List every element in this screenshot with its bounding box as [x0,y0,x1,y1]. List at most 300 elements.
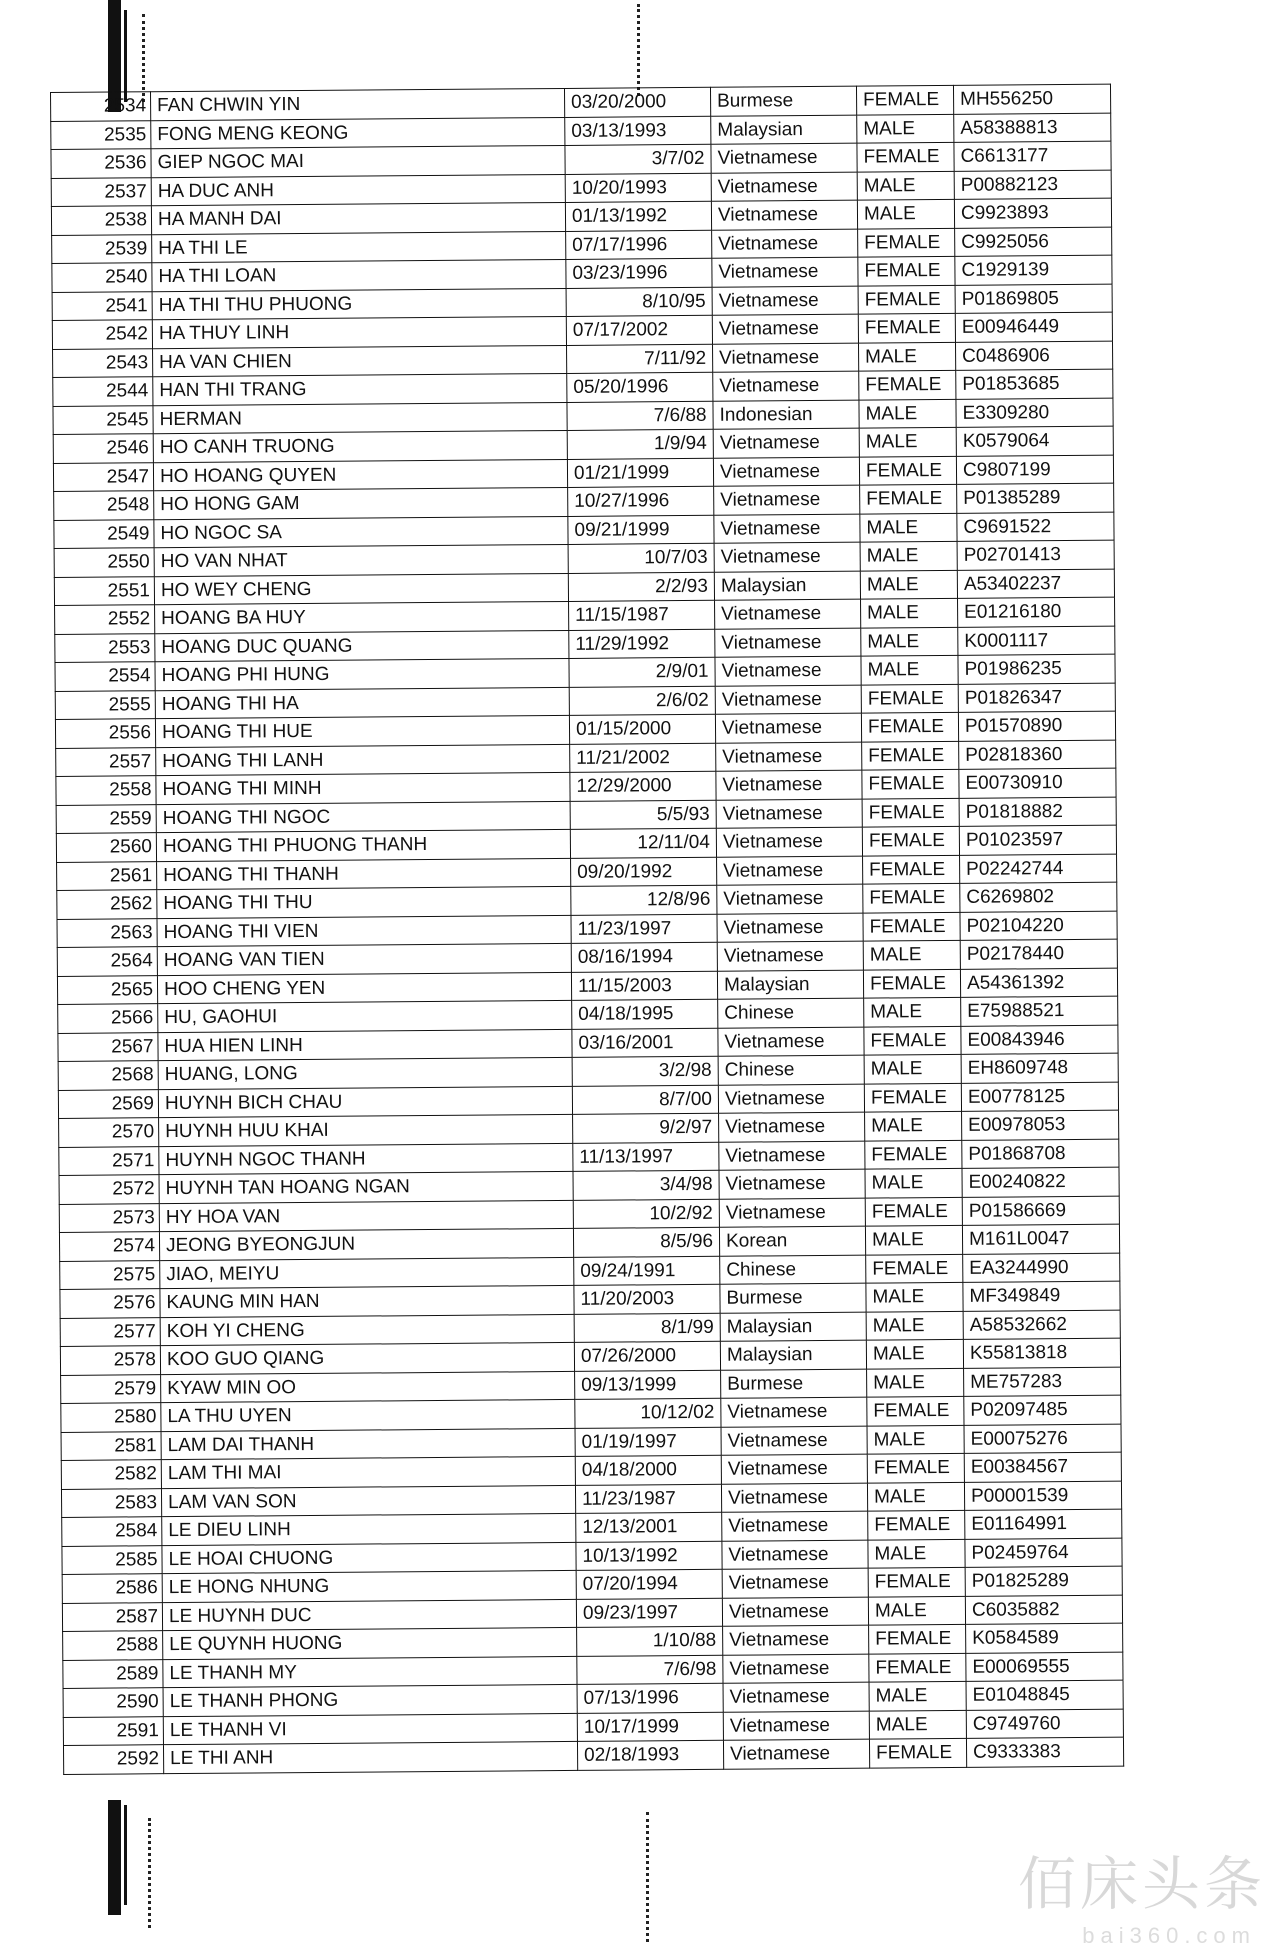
row-number: 2553 [55,633,155,662]
person-name: HUYNH HUU KHAI [159,1114,573,1146]
document-number: C1929139 [955,255,1112,285]
sex: FEMALE [862,741,959,770]
sex: MALE [868,1596,965,1625]
row-number: 2564 [57,947,157,976]
date-of-birth: 01/15/2000 [569,714,715,744]
date-of-birth: 10/17/1999 [577,1712,723,1742]
document-number: P01825289 [965,1566,1122,1596]
document-number: A54361392 [960,968,1117,998]
person-name: HA THI LOAN [152,259,566,291]
sex: MALE [869,1710,966,1739]
sex: MALE [867,1482,964,1511]
sex: MALE [861,655,958,684]
row-number: 2588 [63,1631,163,1660]
row-number: 2586 [62,1574,162,1603]
date-of-birth: 01/13/1992 [565,201,711,231]
row-number: 2572 [59,1175,159,1204]
date-of-birth: 7/6/98 [577,1655,723,1685]
person-name: HERMAN [153,402,567,434]
date-of-birth: 11/23/1997 [571,914,717,944]
person-name: KYAW MIN OO [161,1371,575,1403]
nationality: Vietnamese [714,514,860,544]
document-number: E00978053 [962,1110,1119,1140]
nationality: Vietnamese [712,257,858,287]
person-name: HO WEY CHENG [154,573,568,605]
sex: FEMALE [865,1140,962,1169]
row-number: 2565 [57,975,157,1004]
nationality: Malaysian [717,970,863,1000]
row-number: 2538 [51,206,151,235]
sex: FEMALE [869,1653,966,1682]
sex: FEMALE [857,142,954,171]
row-number: 2544 [53,377,153,406]
document-number: P02242744 [960,854,1117,884]
date-of-birth: 8/7/00 [572,1085,718,1115]
person-name: HUYNH TAN HOANG NGAN [159,1171,573,1203]
date-of-birth: 02/18/1993 [577,1740,723,1770]
binding-mark-bottom-thin [124,1805,127,1905]
person-name: GIEP NGOC MAI [151,145,565,177]
nationality: Vietnamese [716,770,862,800]
nationality: Vietnamese [722,1568,868,1598]
person-name: HO HOANG QUYEN [153,459,567,491]
sex: MALE [859,427,956,456]
nationality: Vietnamese [719,1169,865,1199]
sex: MALE [869,1681,966,1710]
sex: FEMALE [869,1738,966,1767]
date-of-birth: 07/17/2002 [566,315,712,345]
nationality: Vietnamese [712,343,858,373]
row-number: 2537 [51,177,151,206]
row-number: 2548 [54,491,154,520]
document-number: P01868708 [962,1139,1119,1169]
document-number: P02104220 [960,911,1117,941]
person-name: HA DUC ANH [151,174,565,206]
sex: FEMALE [864,1083,961,1112]
sex: MALE [865,1111,962,1140]
person-name: KOH YI CHENG [160,1314,574,1346]
row-number: 2590 [63,1688,163,1717]
date-of-birth: 12/8/96 [571,885,717,915]
date-of-birth: 08/16/1994 [571,942,717,972]
document-number: E00778125 [961,1082,1118,1112]
person-name: LE HOAI CHUONG [162,1542,576,1574]
date-of-birth: 07/26/2000 [574,1341,720,1371]
nationality: Vietnamese [718,1084,864,1114]
row-number: 2575 [60,1260,160,1289]
person-name: HO NGOC SA [154,516,568,548]
document-number: K0001117 [958,626,1115,656]
person-name: HOANG THI HA [155,687,569,719]
watermark-logo: 佰床头条 [1017,1852,1266,1917]
row-number: 2580 [61,1403,161,1432]
nationality: Malaysian [720,1312,866,1342]
person-name: LE THANH MY [163,1656,577,1688]
person-name: HU, GAOHUI [158,1000,572,1032]
date-of-birth: 2/2/93 [568,572,714,602]
row-number: 2585 [62,1545,162,1574]
document-number: P01869805 [955,284,1112,314]
person-name: HO VAN NHAT [154,544,568,576]
date-of-birth: 3/7/02 [565,144,711,174]
sex: FEMALE [860,484,957,513]
sex: FEMALE [858,313,955,342]
row-number: 2545 [53,405,153,434]
document-number: P01826347 [958,683,1115,713]
person-name: HUANG, LONG [158,1057,572,1089]
row-number: 2559 [56,804,156,833]
row-number: 2560 [56,833,156,862]
nationality: Vietnamese [719,1112,865,1142]
row-number: 2554 [55,662,155,691]
date-of-birth: 07/13/1996 [577,1683,723,1713]
binding-mark-top-thin [124,10,127,102]
person-name: LE HUYNH DUC [162,1599,576,1631]
document-number: P02097485 [964,1395,1121,1425]
nationality: Vietnamese [713,428,859,458]
date-of-birth: 03/23/1996 [566,258,712,288]
nationality: Malaysian [720,1340,866,1370]
date-of-birth: 11/29/1992 [569,629,715,659]
person-name: HA THUY LINH [152,316,566,348]
row-number: 2542 [52,320,152,349]
nationality: Vietnamese [716,799,862,829]
document-number: A53402237 [957,569,1114,599]
person-name: LAM VAN SON [161,1485,575,1517]
sex: FEMALE [868,1567,965,1596]
person-name: HOANG THI THU [157,886,571,918]
sex: FEMALE [869,1624,966,1653]
date-of-birth: 9/2/97 [573,1113,719,1143]
records-table [50,84,1124,1775]
person-name: KAUNG MIN HAN [160,1285,574,1317]
document-number: A58532662 [963,1310,1120,1340]
nationality: Vietnamese [715,599,861,629]
document-number: P01853685 [956,369,1113,399]
date-of-birth: 2/9/01 [569,657,715,687]
date-of-birth: 12/29/2000 [570,771,716,801]
date-of-birth: 10/2/92 [573,1199,719,1229]
sex: FEMALE [863,883,960,912]
date-of-birth: 11/13/1997 [573,1142,719,1172]
nationality: Vietnamese [723,1682,869,1712]
row-number: 2577 [60,1317,160,1346]
nationality: Vietnamese [713,457,859,487]
date-of-birth: 09/24/1991 [574,1256,720,1286]
sex: MALE [866,1339,963,1368]
row-number: 2549 [54,519,154,548]
document-number: E00946449 [955,312,1112,342]
nationality: Vietnamese [719,1141,865,1171]
document-number: ME757283 [964,1367,1121,1397]
nationality: Vietnamese [716,827,862,857]
nationality: Chinese [718,1055,864,1085]
row-number: 2563 [57,918,157,947]
document-number: P02701413 [957,540,1114,570]
row-number: 2557 [56,747,156,776]
nationality: Vietnamese [716,742,862,772]
date-of-birth: 1/9/94 [567,429,713,459]
document-number: E00730910 [959,768,1116,798]
row-number: 2561 [57,861,157,890]
person-name: KOO GUO QIANG [160,1342,574,1374]
row-number: 2555 [55,690,155,719]
nationality: Vietnamese [721,1426,867,1456]
date-of-birth: 04/18/2000 [575,1455,721,1485]
date-of-birth: 05/20/1996 [567,372,713,402]
document-number: P01385289 [957,483,1114,513]
sex: MALE [860,513,957,542]
nationality: Vietnamese [712,286,858,316]
nationality: Burmese [720,1283,866,1313]
nationality: Chinese [718,998,864,1028]
document-number: P01586669 [962,1196,1119,1226]
sex: FEMALE [866,1254,963,1283]
row-number: 2571 [59,1146,159,1175]
sex: MALE [857,114,954,143]
sex: FEMALE [863,855,960,884]
nationality: Vietnamese [712,314,858,344]
document-number: E00240822 [962,1167,1119,1197]
person-name: HA VAN CHIEN [153,345,567,377]
sex: MALE [860,570,957,599]
document-number: E75988521 [961,996,1118,1026]
person-name: JIAO, MEIYU [160,1257,574,1289]
date-of-birth: 10/7/03 [568,543,714,573]
watermark-url: bai360.com [1082,1923,1256,1948]
row-number: 2569 [58,1089,158,1118]
date-of-birth: 09/20/1992 [571,857,717,887]
sex: FEMALE [856,85,953,114]
sex: FEMALE [858,256,955,285]
scan-noise-top-center [637,4,644,96]
sex: FEMALE [862,798,959,827]
sex: MALE [867,1368,964,1397]
row-number: 2582 [61,1460,161,1489]
date-of-birth: 11/15/2003 [571,971,717,1001]
nationality: Vietnamese [711,143,857,173]
person-name: HA THI LE [152,231,566,263]
nationality: Indonesian [713,400,859,430]
nationality: Vietnamese [717,941,863,971]
nationality: Malaysian [711,115,857,145]
document-number: K55813818 [963,1338,1120,1368]
person-name: HOANG PHI HUNG [155,658,569,690]
row-number: 2552 [55,605,155,634]
nationality: Vietnamese [713,371,859,401]
row-number: 2583 [61,1488,161,1517]
person-name: HO CANH TRUONG [153,430,567,462]
date-of-birth: 11/15/1987 [569,600,715,630]
person-name: HO HONG GAM [154,487,568,519]
document-number: MF349849 [963,1281,1120,1311]
row-number: 2540 [52,263,152,292]
sex: FEMALE [865,1197,962,1226]
row-number: 2556 [55,719,155,748]
nationality: Vietnamese [721,1483,867,1513]
row-number: 2574 [59,1232,159,1261]
date-of-birth: 07/17/1996 [566,230,712,260]
person-name: LE HONG NHUNG [162,1570,576,1602]
nationality: Vietnamese [717,856,863,886]
sex: FEMALE [859,456,956,485]
document-number: C9925056 [955,227,1112,257]
document-number: EA3244990 [963,1253,1120,1283]
row-number: 2591 [63,1716,163,1745]
nationality: Vietnamese [715,656,861,686]
person-name: HOANG VAN TIEN [157,943,571,975]
sex: FEMALE [858,228,955,257]
sex: MALE [861,627,958,656]
nationality: Vietnamese [712,229,858,259]
document-number: P01986235 [958,654,1115,684]
date-of-birth: 10/20/1993 [565,173,711,203]
sex: FEMALE [863,969,960,998]
nationality: Vietnamese [718,1027,864,1057]
person-name: LE THANH PHONG [163,1684,577,1716]
person-name: FAN CHWIN YIN [151,88,565,120]
person-name: LE THANH VI [163,1713,577,1745]
sex: MALE [867,1425,964,1454]
nationality: Chinese [720,1255,866,1285]
date-of-birth: 12/11/04 [570,828,716,858]
row-number: 2547 [53,462,153,491]
document-number: E00069555 [966,1652,1123,1682]
row-number: 2578 [60,1346,160,1375]
sex: MALE [866,1282,963,1311]
sex: FEMALE [864,1026,961,1055]
document-number: MH556250 [953,84,1110,114]
nationality: Vietnamese [711,200,857,230]
row-number: 2541 [52,291,152,320]
row-number: 2534 [51,92,151,121]
nationality: Vietnamese [723,1654,869,1684]
row-number: 2558 [56,776,156,805]
nationality: Vietnamese [722,1597,868,1627]
date-of-birth: 1/10/88 [577,1626,723,1656]
person-name: HOANG THI THANH [157,858,571,890]
sex: MALE [865,1225,962,1254]
person-name: HA THI THU PHUONG [152,288,566,320]
nationality: Vietnamese [711,172,857,202]
row-number: 2535 [51,120,151,149]
sex: FEMALE [868,1510,965,1539]
person-name: HOANG THI HUE [155,715,569,747]
date-of-birth: 11/23/1987 [575,1484,721,1514]
nationality: Vietnamese [722,1540,868,1570]
date-of-birth: 01/19/1997 [575,1427,721,1457]
person-name: HOO CHENG YEN [157,972,571,1004]
nationality: Vietnamese [721,1454,867,1484]
row-number: 2566 [58,1004,158,1033]
sex: MALE [864,1054,961,1083]
row-number: 2539 [52,234,152,263]
person-name: HOANG THI LANH [156,744,570,776]
nationality: Burmese [710,86,856,116]
date-of-birth: 09/23/1997 [576,1598,722,1628]
person-name: JEONG BYEONGJUN [159,1228,573,1260]
document-number: P01818882 [959,797,1116,827]
nationality: Vietnamese [714,485,860,515]
date-of-birth: 01/21/1999 [567,458,713,488]
sex: MALE [863,940,960,969]
scan-noise-top-left [142,14,149,102]
nationality: Vietnamese [723,1739,869,1769]
date-of-birth: 3/2/98 [572,1056,718,1086]
sex: MALE [866,1311,963,1340]
person-name: HA MANH DAI [151,202,565,234]
nationality: Vietnamese [715,713,861,743]
person-name: LAM DAI THANH [161,1428,575,1460]
row-number: 2589 [63,1659,163,1688]
document-number: P01023597 [959,825,1116,855]
nationality: Vietnamese [715,685,861,715]
nationality: Vietnamese [714,542,860,572]
document-number: E00384567 [964,1452,1121,1482]
sex: MALE [865,1168,962,1197]
record-sheet [50,84,1123,1775]
document-number: E00843946 [961,1025,1118,1055]
document-number: C9923893 [954,198,1111,228]
date-of-birth: 8/5/96 [573,1227,719,1257]
sex: FEMALE [867,1453,964,1482]
person-name: HOANG THI PHUONG THANH [156,829,570,861]
date-of-birth: 07/20/1994 [576,1569,722,1599]
date-of-birth: 8/10/95 [566,287,712,317]
row-number: 2587 [62,1602,162,1631]
nationality: Vietnamese [717,884,863,914]
document-number: P00001539 [964,1481,1121,1511]
document-number: C6269802 [960,882,1117,912]
date-of-birth: 10/13/1992 [576,1541,722,1571]
person-name: LE QUYNH HUONG [163,1627,577,1659]
row-number: 2573 [59,1203,159,1232]
date-of-birth: 09/21/1999 [568,515,714,545]
row-number: 2592 [63,1745,163,1774]
person-name: HOANG THI MINH [156,772,570,804]
sex: FEMALE [863,912,960,941]
person-name: HOANG BA HUY [155,601,569,633]
document-number: C9749760 [966,1709,1123,1739]
row-number: 2567 [58,1032,158,1061]
date-of-birth: 12/13/2001 [576,1512,722,1542]
document-number: P01570890 [958,711,1115,741]
sex: MALE [859,399,956,428]
person-name: HY HOA VAN [159,1200,573,1232]
sex: MALE [861,598,958,627]
document-number: C6613177 [954,141,1111,171]
document-number: EH8609748 [961,1053,1118,1083]
person-name: HOANG THI VIEN [157,915,571,947]
row-number: 2536 [51,149,151,178]
date-of-birth: 7/11/92 [567,344,713,374]
sex: MALE [864,997,961,1026]
binding-mark-bottom [108,1800,121,1915]
document-number: E01048845 [966,1680,1123,1710]
document-number: C6035882 [965,1595,1122,1625]
document-number: P00882123 [954,170,1111,200]
date-of-birth: 2/6/02 [569,686,715,716]
nationality: Vietnamese [717,913,863,943]
date-of-birth: 03/13/1993 [565,116,711,146]
document-number: C0486906 [955,341,1112,371]
sex: MALE [858,342,955,371]
person-name: LAM THI MAI [161,1456,575,1488]
document-number: K0584589 [966,1623,1123,1653]
row-number: 2579 [61,1374,161,1403]
sex: FEMALE [862,826,959,855]
person-name: LA THU UYEN [161,1399,575,1431]
